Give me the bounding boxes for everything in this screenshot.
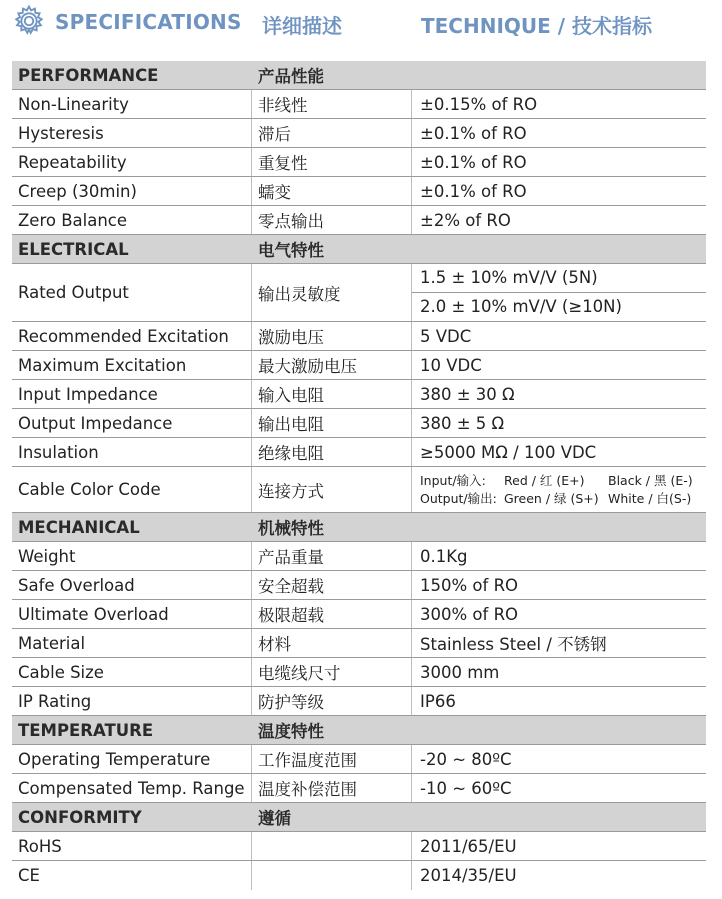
table-row	[12, 658, 706, 687]
param-value: IP66	[420, 691, 456, 711]
table-row	[12, 861, 706, 890]
table-row	[12, 774, 706, 803]
section-title-en: PERFORMANCE	[18, 65, 159, 85]
param-value: -10 ~ 60ºC	[420, 778, 512, 798]
table-row	[12, 438, 706, 467]
param-value: ±0.1% of RO	[420, 123, 527, 143]
header	[0, 0, 722, 60]
param-cn: 激励电压	[252, 322, 412, 350]
param-value: 2.0 ± 10% mV/V (≥10N)	[420, 297, 622, 317]
param-value: 2014/35/EU	[420, 866, 517, 885]
param-en: Operating Temperature	[12, 745, 252, 773]
table-row	[12, 380, 706, 409]
param-en: Cable Size	[12, 658, 252, 686]
param-value: 380 ± 5 Ω	[420, 413, 505, 433]
title-technique: TECHNIQUE / 技术指标	[421, 14, 653, 38]
param-value: ≥5000 MΩ / 100 VDC	[420, 442, 597, 462]
param-cn: 零点输出	[252, 206, 412, 234]
param-en: Creep (30min)	[12, 177, 252, 205]
param-en: Ultimate Overload	[12, 600, 252, 628]
table-row	[12, 571, 706, 600]
table-row	[12, 542, 706, 571]
param-cn: 输出电阻	[252, 409, 412, 437]
cable-output-label: Output/输出:	[420, 490, 497, 506]
table-row	[12, 206, 706, 235]
param-cn: 绝缘电阻	[252, 438, 412, 466]
section-title-cn: 电气特性	[258, 241, 324, 260]
table-row	[12, 322, 706, 351]
param-en: Zero Balance	[12, 206, 252, 234]
table-row	[12, 119, 706, 148]
param-en: Material	[12, 629, 252, 657]
param-value: 10 VDC	[420, 355, 482, 375]
section-performance	[12, 61, 706, 90]
param-en: Weight	[12, 542, 252, 570]
table-row	[12, 148, 706, 177]
section-title-en: TEMPERATURE	[18, 720, 154, 740]
param-en: Output Impedance	[12, 409, 252, 437]
param-en: Hysteresis	[12, 119, 252, 147]
param-en: IP Rating	[12, 687, 252, 715]
param-cn: 电缆线尺寸	[252, 658, 412, 686]
param-cn: 滞后	[252, 119, 412, 147]
param-value: 5 VDC	[420, 326, 472, 346]
param-value: 300% of RO	[420, 604, 519, 624]
title-cn: 详细描述	[262, 14, 342, 38]
param-value: 150% of RO	[420, 575, 519, 595]
param-cn: 工作温度范围	[252, 745, 412, 773]
param-cn: 防护等级	[252, 687, 412, 715]
param-en: Cable Color Code	[12, 467, 252, 512]
table-row	[12, 351, 706, 380]
table-row	[12, 600, 706, 629]
section-title-en: ELECTRICAL	[18, 239, 129, 259]
table-row	[12, 629, 706, 658]
param-cn: 连接方式	[252, 467, 412, 512]
param-en: CE	[12, 861, 252, 890]
section-title-cn: 温度特性	[258, 722, 324, 741]
param-en: Insulation	[12, 438, 252, 466]
param-cn: 温度补偿范围	[252, 774, 412, 802]
param-cn	[252, 861, 412, 890]
param-cn: 最大激励电压	[252, 351, 412, 379]
param-value: ±2% of RO	[420, 210, 511, 230]
table-row	[12, 687, 706, 716]
cable-output-neg: White / 白(S-)	[608, 490, 692, 506]
section-conformity	[12, 803, 706, 832]
param-cn	[252, 832, 412, 860]
section-electrical	[12, 235, 706, 264]
param-cn: 输出灵敏度	[252, 264, 412, 321]
param-value: 2011/65/EU	[420, 836, 517, 856]
param-cn: 极限超载	[252, 600, 412, 628]
param-cn: 蠕变	[252, 177, 412, 205]
param-en: Compensated Temp. Range	[12, 774, 252, 802]
table-row-cable-color	[12, 467, 706, 513]
param-en: Maximum Excitation	[12, 351, 252, 379]
table-row	[12, 745, 706, 774]
table-row	[12, 90, 706, 119]
param-value: ±0.1% of RO	[420, 152, 527, 172]
param-en: Safe Overload	[12, 571, 252, 599]
param-cn: 输入电阻	[252, 380, 412, 408]
param-value: ±0.1% of RO	[420, 181, 527, 201]
param-value: 0.1Kg	[420, 546, 468, 566]
section-title-en: CONFORMITY	[18, 807, 142, 827]
table-row	[12, 177, 706, 206]
param-value: 1.5 ± 10% mV/V (5N)	[412, 264, 706, 293]
param-cn: 安全超载	[252, 571, 412, 599]
section-title-en: MECHANICAL	[18, 517, 140, 537]
param-cn: 重复性	[252, 148, 412, 176]
rated-output-values	[412, 264, 706, 321]
param-value: Stainless Steel / 不锈钢	[420, 635, 607, 654]
param-en: Input Impedance	[12, 380, 252, 408]
cable-output-pos: Green / 绿 (S+)	[504, 490, 599, 506]
param-en: RoHS	[12, 832, 252, 860]
table-row	[12, 409, 706, 438]
section-temperature	[12, 716, 706, 745]
gear-icon	[12, 4, 46, 38]
param-en: Non-Linearity	[12, 90, 252, 118]
param-cn: 材料	[252, 629, 412, 657]
param-cn: 产品重量	[252, 542, 412, 570]
param-en: Repeatability	[12, 148, 252, 176]
section-title-cn: 产品性能	[258, 67, 324, 86]
title-en: SPECIFICATIONS	[55, 10, 242, 34]
section-title-cn: 遵循	[258, 809, 291, 828]
cable-input-label: Input/输入:	[420, 472, 486, 488]
param-value: -20 ~ 80ºC	[420, 749, 512, 769]
section-title-cn: 机械特性	[258, 519, 324, 538]
cable-color-values	[412, 467, 693, 512]
param-cn: 非线性	[252, 90, 412, 118]
param-value: 380 ± 30 Ω	[420, 384, 515, 404]
param-en: Recommended Excitation	[12, 322, 252, 350]
param-value: 3000 mm	[420, 662, 500, 682]
section-mechanical	[12, 513, 706, 542]
table-row-rated-output	[12, 264, 706, 322]
table-row	[12, 832, 706, 861]
cable-input-neg: Black / 黑 (E-)	[608, 472, 693, 488]
param-value: ±0.15% of RO	[420, 94, 538, 114]
spec-table	[12, 61, 706, 890]
param-en: Rated Output	[12, 264, 252, 321]
cable-input-pos: Red / 红 (E+)	[504, 472, 585, 488]
